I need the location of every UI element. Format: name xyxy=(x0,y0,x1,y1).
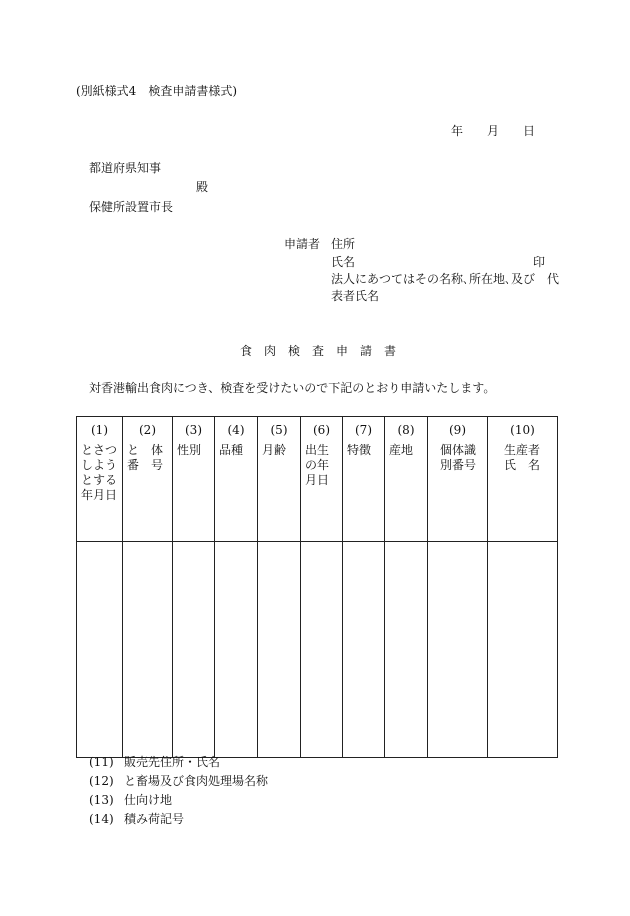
seal-mark: 印 xyxy=(533,255,546,269)
intro-text: 対香港輸出食肉につき、検査を受けたいので下記のとおり申請いたします。 xyxy=(89,381,496,395)
footnote-12-text: と畜場及び食肉処理場名称 xyxy=(124,774,269,788)
header-cell: (5) 月齢 xyxy=(258,417,301,542)
header-cell: (2) と 体 番 号 xyxy=(123,417,173,542)
footnote-11-num: (11) xyxy=(89,755,114,769)
header-cell: (4) 品種 xyxy=(215,417,258,542)
corporate-note-line2: 表者氏名 xyxy=(331,289,380,303)
addressee-honorific: 殿 xyxy=(196,180,209,194)
addressee-governor: 都道府県知事 xyxy=(89,161,162,175)
header-cell: (8) 産地 xyxy=(385,417,428,542)
entry-cell[interactable] xyxy=(428,542,488,758)
entry-cell[interactable] xyxy=(123,542,173,758)
footnote-13-num: (13) xyxy=(89,793,114,807)
entry-cell[interactable] xyxy=(215,542,258,758)
footnote-14-text: 積み荷記号 xyxy=(124,812,185,826)
table-entry-row xyxy=(77,542,558,758)
inspection-table xyxy=(76,416,558,758)
applicant-label: 申請者 xyxy=(284,237,321,251)
header-cell: (7) 特徴 xyxy=(343,417,385,542)
header-cell: (6) 出生 の年 月日 xyxy=(301,417,343,542)
entry-cell[interactable] xyxy=(258,542,301,758)
document-title: 食 肉 検 査 申 請 書 xyxy=(240,344,397,358)
entry-cell[interactable] xyxy=(343,542,385,758)
header-cell: (3) 性別 xyxy=(173,417,215,542)
corporate-note-line1: 法人にあつてはその名称､所在地､及び 代 xyxy=(331,272,560,286)
form-label: (別紙様式4 検査申請書様式) xyxy=(76,84,237,98)
footnote-12-num: (12) xyxy=(89,774,114,788)
entry-cell[interactable] xyxy=(385,542,428,758)
applicant-address-label: 住所 xyxy=(331,237,356,251)
footnote-13-text: 仕向け地 xyxy=(124,793,173,807)
entry-cell[interactable] xyxy=(488,542,558,758)
header-cell: (10) 生産者 氏 名 xyxy=(488,417,558,542)
header-cell: (9) 個体識 別番号 xyxy=(428,417,488,542)
entry-cell[interactable] xyxy=(301,542,343,758)
footnote-14-num: (14) xyxy=(89,812,114,826)
footnote-11-text: 販売先住所・氏名 xyxy=(124,755,221,769)
entry-cell[interactable] xyxy=(77,542,123,758)
applicant-name-label: 氏名 xyxy=(331,255,356,269)
addressee-mayor: 保健所設置市長 xyxy=(89,200,174,214)
table-header-row xyxy=(77,417,558,542)
entry-cell[interactable] xyxy=(173,542,215,758)
header-cell: (1) とさつ しよう とする 年月日 xyxy=(77,417,123,542)
date-line: 年 月 日 xyxy=(451,124,536,138)
